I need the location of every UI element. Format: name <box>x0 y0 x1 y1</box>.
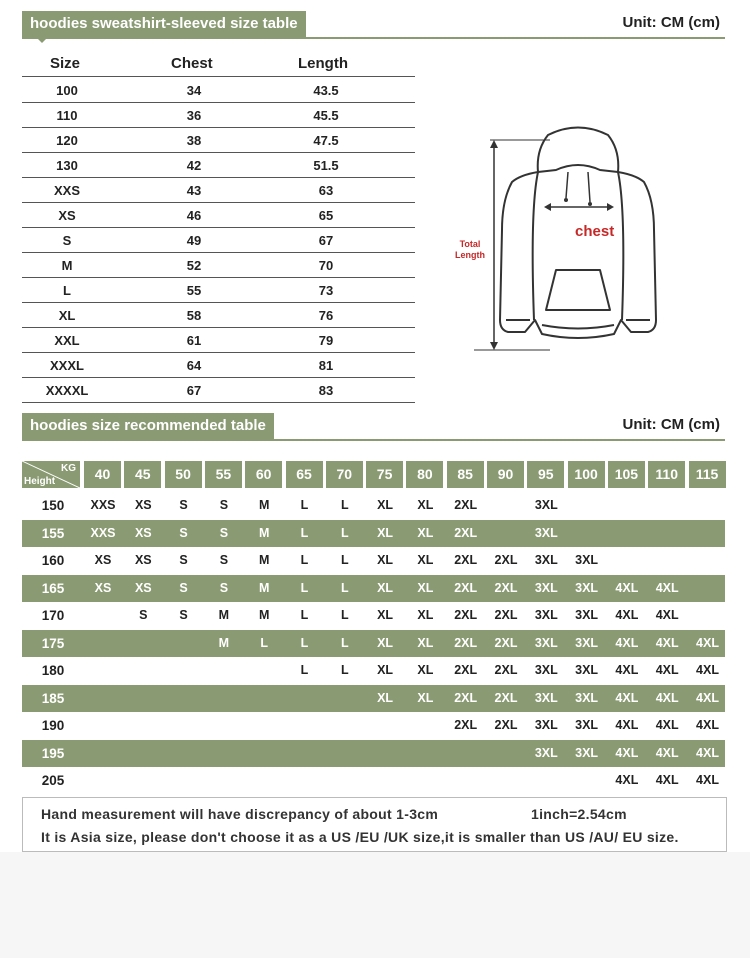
size-recommendation-cell: 4XL <box>696 635 719 650</box>
size-row <box>22 102 415 128</box>
size-recommendation-cell: 4XL <box>655 745 679 760</box>
chest-cell: 34 <box>186 83 202 98</box>
weight-header-cell: 75 <box>366 461 403 488</box>
size-recommendation-cell: 2XL <box>494 690 518 705</box>
chest-cell: 49 <box>186 233 202 248</box>
size-recommendation-cell: 3XL <box>575 635 599 650</box>
notes-box <box>22 797 727 852</box>
size-recommendation-cell: XL <box>377 690 394 705</box>
body-outline <box>500 172 656 338</box>
weight-header-cell: 50 <box>165 461 202 488</box>
size-recommendation-cell: 3XL <box>534 608 558 622</box>
size-recommendation-cell: 3XL <box>534 635 558 650</box>
size-recommendation-cell: 4XL <box>615 690 639 705</box>
size-recommendation-cell: XL <box>377 553 394 567</box>
length-cell: 63 <box>318 183 334 198</box>
size-recommendation-cell: 3XL <box>575 690 599 705</box>
size-recommendation-cell: 3XL <box>534 718 558 732</box>
size-cell: 120 <box>56 133 78 148</box>
length-cell: 73 <box>318 283 334 298</box>
size-recommendation-cell: L <box>300 553 309 567</box>
size-recommendation-cell: 2XL <box>494 635 518 650</box>
weight-header-cell: 60 <box>245 461 282 488</box>
size-recommendation-cell: XL <box>377 580 394 595</box>
size-recommendation-cell: L <box>340 553 349 567</box>
size-recommendation-cell: XS <box>134 580 152 595</box>
size-recommendation-cell: L <box>260 635 268 650</box>
height-row <box>22 547 725 574</box>
size-recommendation-cell: 2XL <box>454 580 478 595</box>
size-row <box>22 277 415 303</box>
note-asia-size: It is Asia size, please don't choose it as a US /EU /UK size,it is smaller than US /AU/ EU size. <box>41 829 679 845</box>
title-notch <box>36 37 48 43</box>
size-row <box>22 352 415 378</box>
size-recommendation-cell: 3XL <box>534 525 558 540</box>
pocket-outline <box>546 270 610 310</box>
size-recommendation-cell: XL <box>377 663 394 677</box>
height-cell: 170 <box>41 608 65 623</box>
size-cell: 110 <box>56 108 78 123</box>
chest-cell: 42 <box>186 158 202 173</box>
size-recommendation-cell: 2XL <box>454 525 478 540</box>
size-recommendation-cell: 3XL <box>575 553 599 567</box>
weight-header-cell: 90 <box>487 461 524 488</box>
size-recommendation-cell: XXS <box>90 498 116 512</box>
size-recommendation-cell: 3XL <box>575 580 599 595</box>
size-recommendation-cell: S <box>179 553 188 567</box>
size-recommendation-cell: 3XL <box>534 663 558 677</box>
size-recommendation-cell: M <box>258 553 270 567</box>
size-recommendation-cell: 2XL <box>454 608 478 622</box>
size-recommendation-cell: 4XL <box>655 580 679 595</box>
weight-header-cell: 110 <box>648 461 685 488</box>
size-recommendation-cell: 4XL <box>615 718 639 732</box>
chest-cell: 43 <box>186 183 202 198</box>
size-row <box>22 152 415 178</box>
weight-header-cell: 115 <box>689 461 726 488</box>
size-cell: XL <box>58 308 76 323</box>
size-recommendation-cell: 2XL <box>454 498 478 512</box>
size-cell: 100 <box>56 83 78 98</box>
height-row <box>22 630 725 657</box>
size-recommendation-cell: 2XL <box>494 718 518 732</box>
weight-header-cell: 40 <box>84 461 121 488</box>
size-recommendation-cell: 4XL <box>696 718 719 732</box>
height-row <box>22 657 725 684</box>
height-cell: 160 <box>41 553 65 568</box>
total-length-label <box>455 239 485 261</box>
size-recommendation-cell: XL <box>417 608 434 622</box>
size-recommendation-cell: S <box>219 498 229 512</box>
length-cell: 70 <box>318 258 334 273</box>
size-recommendation-cell: 2XL <box>454 635 478 650</box>
corner-kg: KG <box>61 463 76 474</box>
size-recommendation-cell: L <box>340 580 349 595</box>
size-row <box>22 177 415 203</box>
bottom-blank-area <box>0 852 750 958</box>
weight-header-cell: 65 <box>286 461 323 488</box>
size-recommendation-cell: S <box>139 608 148 622</box>
size-recommendation-cell: 3XL <box>534 745 558 760</box>
size-recommendation-cell: 2XL <box>494 553 518 567</box>
size-recommendation-cell: 3XL <box>575 608 599 622</box>
length-cell: 83 <box>318 383 334 398</box>
weight-header-cell: 105 <box>608 461 645 488</box>
size-row <box>22 127 415 153</box>
hoodie-diagram <box>450 120 700 360</box>
height-cell: 190 <box>41 718 65 733</box>
length-cell: 81 <box>318 358 334 373</box>
chest-cell: 36 <box>186 108 202 123</box>
chest-cell: 46 <box>186 208 202 223</box>
size-recommendation-cell: 2XL <box>494 663 518 677</box>
chest-cell: 61 <box>186 333 202 348</box>
size-row <box>22 252 415 278</box>
size-row <box>22 327 415 353</box>
size-recommendation-cell: L <box>300 525 309 540</box>
weight-header-cell: 95 <box>527 461 564 488</box>
chest-cell: 55 <box>186 283 202 298</box>
size-recommendation-cell: XS <box>134 553 152 567</box>
height-cell: 205 <box>41 773 65 788</box>
height-row <box>22 767 725 794</box>
size-cell: M <box>61 258 73 273</box>
total-length-line-2: Length <box>455 250 485 260</box>
size-recommendation-cell: XS <box>94 580 112 595</box>
size-recommendation-cell: S <box>179 498 188 512</box>
size-recommendation-cell: 3XL <box>575 718 599 732</box>
size-recommendation-cell: M <box>218 608 230 622</box>
height-row <box>22 492 725 519</box>
size-recommendation-cell: L <box>340 608 349 622</box>
size-recommendation-cell: S <box>219 580 229 595</box>
hood-outline <box>538 128 619 173</box>
height-row <box>22 575 725 602</box>
size-recommendation-cell: 4XL <box>615 635 639 650</box>
size-cell: XXS <box>53 183 80 198</box>
size-recommendation-cell: L <box>300 580 309 595</box>
size-recommendation-cell: XL <box>417 635 434 650</box>
note-discrepancy: Hand measurement will have discrepancy of about 1-3cm <box>41 806 439 822</box>
size-recommendation-cell: 4XL <box>615 580 639 595</box>
size-recommendation-cell: S <box>179 525 188 540</box>
size-cell: 130 <box>56 158 78 173</box>
total-length-line-1: Total <box>459 239 481 249</box>
size-recommendation-cell: L <box>300 663 309 677</box>
height-row <box>22 520 725 547</box>
size-recommendation-cell: XL <box>417 580 434 595</box>
height-cell: 175 <box>41 635 65 651</box>
size-recommendation-cell: L <box>340 498 349 512</box>
height-cell: 180 <box>41 663 65 678</box>
weight-header-cell: 55 <box>205 461 242 488</box>
size-row <box>22 227 415 253</box>
size-recommendation-cell: XL <box>417 525 434 540</box>
size-recommendation-cell: 3XL <box>534 498 558 512</box>
chest-cell: 38 <box>186 133 202 148</box>
size-recommendation-cell: 4XL <box>615 773 639 787</box>
size-cell: XXL <box>54 333 80 348</box>
size-recommendation-cell: L <box>300 608 309 622</box>
length-cell: 43.5 <box>313 83 339 98</box>
size-recommendation-cell: L <box>300 635 309 650</box>
size-recommendation-cell: S <box>179 580 188 595</box>
height-row <box>22 740 725 767</box>
weight-header-cell: 45 <box>124 461 161 488</box>
size-recommendation-cell: 4XL <box>696 663 719 677</box>
height-cell: 150 <box>41 498 65 513</box>
weight-header-row <box>22 461 725 488</box>
note-inch-conversion: 1inch=2.54cm <box>531 806 627 822</box>
size-recommendation-cell: XL <box>377 525 394 540</box>
size-recommendation-cell: XS <box>94 553 112 567</box>
size-recommendation-cell: 2XL <box>454 690 478 705</box>
size-recommendation-cell: 4XL <box>615 745 639 760</box>
size-recommendation-cell: 4XL <box>696 745 719 760</box>
size-recommendation-cell: 2XL <box>494 608 518 622</box>
size-recommendation-cell: M <box>258 608 270 622</box>
recommend-table-unit: Unit: CM (cm) <box>622 416 720 433</box>
size-recommendation-cell: 4XL <box>655 663 679 677</box>
size-recommendation-cell: 2XL <box>454 553 478 567</box>
size-recommendation-cell: XL <box>417 690 434 705</box>
size-recommendation-cell: 4XL <box>615 663 639 677</box>
length-cell: 65 <box>318 208 334 223</box>
size-recommendation-cell: XL <box>417 553 434 567</box>
size-recommendation-cell: 2XL <box>454 663 478 677</box>
size-recommendation-cell: XL <box>417 663 434 677</box>
size-recommendation-cell: 4XL <box>655 718 679 732</box>
size-recommendation-cell: 4XL <box>615 608 639 622</box>
height-cell: 195 <box>41 745 65 761</box>
size-recommendation-cell: 2XL <box>494 580 518 595</box>
column-header-size: Size <box>50 55 81 72</box>
size-recommendation-cell: 4XL <box>655 690 679 705</box>
size-recommendation-cell: M <box>218 635 230 650</box>
recommend-table-title: hoodies size recommended table <box>22 413 274 439</box>
chest-cell: 64 <box>186 358 202 373</box>
height-cell: 155 <box>41 525 65 541</box>
size-recommendation-cell: 3XL <box>534 690 558 705</box>
size-cell: L <box>63 283 71 298</box>
size-recommendation-cell: S <box>179 608 188 622</box>
length-cell: 76 <box>318 308 334 323</box>
column-header-chest: Chest <box>171 55 213 72</box>
corner-cell <box>22 461 80 488</box>
size-recommendation-cell: XL <box>377 635 394 650</box>
size-row <box>22 302 415 328</box>
length-cell: 51.5 <box>313 158 339 173</box>
chest-cell: 58 <box>186 308 202 323</box>
size-row <box>22 202 415 228</box>
size-row <box>22 77 415 103</box>
recommend-table-title-rule <box>22 439 725 441</box>
length-cell: 67 <box>318 233 334 248</box>
size-recommendation-cell: 2XL <box>454 718 478 732</box>
corner-height: Height <box>24 476 56 487</box>
weight-header-cell: 70 <box>326 461 363 488</box>
length-cell: 47.5 <box>313 133 339 148</box>
size-recommendation-cell: 3XL <box>575 745 599 760</box>
size-recommendation-cell: XL <box>377 498 394 512</box>
weight-header-cell: 80 <box>406 461 443 488</box>
height-row <box>22 712 725 739</box>
size-recommendation-cell: XS <box>134 498 152 512</box>
weight-header-cell: 85 <box>447 461 484 488</box>
size-recommendation-cell: 3XL <box>534 553 558 567</box>
size-cell: XS <box>58 208 76 223</box>
weight-header-cell: 100 <box>568 461 605 488</box>
height-row <box>22 685 725 712</box>
size-recommendation-cell: XS <box>134 525 152 540</box>
size-recommendation-cell: 3XL <box>575 663 599 677</box>
height-cell: 185 <box>41 690 65 706</box>
chest-cell: 52 <box>186 258 202 273</box>
size-recommendation-cell: S <box>219 525 229 540</box>
size-table-title-rule <box>22 37 725 39</box>
size-recommendation-cell: 4XL <box>696 773 719 787</box>
size-recommendation-cell: L <box>300 498 309 512</box>
size-table-unit: Unit: CM (cm) <box>622 14 720 31</box>
size-cell: XXXXL <box>45 383 89 398</box>
size-recommendation-cell: 4XL <box>655 773 679 787</box>
size-recommendation-cell: M <box>258 498 270 512</box>
size-row <box>22 377 415 403</box>
length-cell: 45.5 <box>313 108 339 123</box>
height-cell: 165 <box>41 580 65 596</box>
size-recommendation-cell: L <box>340 525 349 540</box>
size-recommendation-cell: L <box>340 663 349 677</box>
size-recommendation-cell: S <box>219 553 229 567</box>
size-recommendation-cell: 4XL <box>655 608 679 622</box>
size-recommendation-cell: XL <box>377 608 394 622</box>
size-recommendation-cell: 3XL <box>534 580 558 595</box>
size-cell: XXXL <box>50 358 84 373</box>
height-row <box>22 602 725 629</box>
size-recommendation-cell: 4XL <box>655 635 679 650</box>
column-header-length: Length <box>298 55 348 72</box>
size-recommendation-cell: XL <box>417 498 434 512</box>
size-recommendation-cell: 4XL <box>696 690 719 705</box>
size-recommendation-cell: M <box>258 525 270 540</box>
size-table-title: hoodies sweatshirt-sleeved size table <box>22 11 306 37</box>
length-cell: 79 <box>318 333 334 348</box>
chest-label: chest <box>575 223 615 240</box>
size-recommendation-cell: M <box>258 580 270 595</box>
size-recommendation-cell: XXS <box>90 525 116 540</box>
chest-cell: 67 <box>186 383 202 398</box>
size-recommendation-cell: L <box>340 635 349 650</box>
size-cell: S <box>62 233 72 248</box>
